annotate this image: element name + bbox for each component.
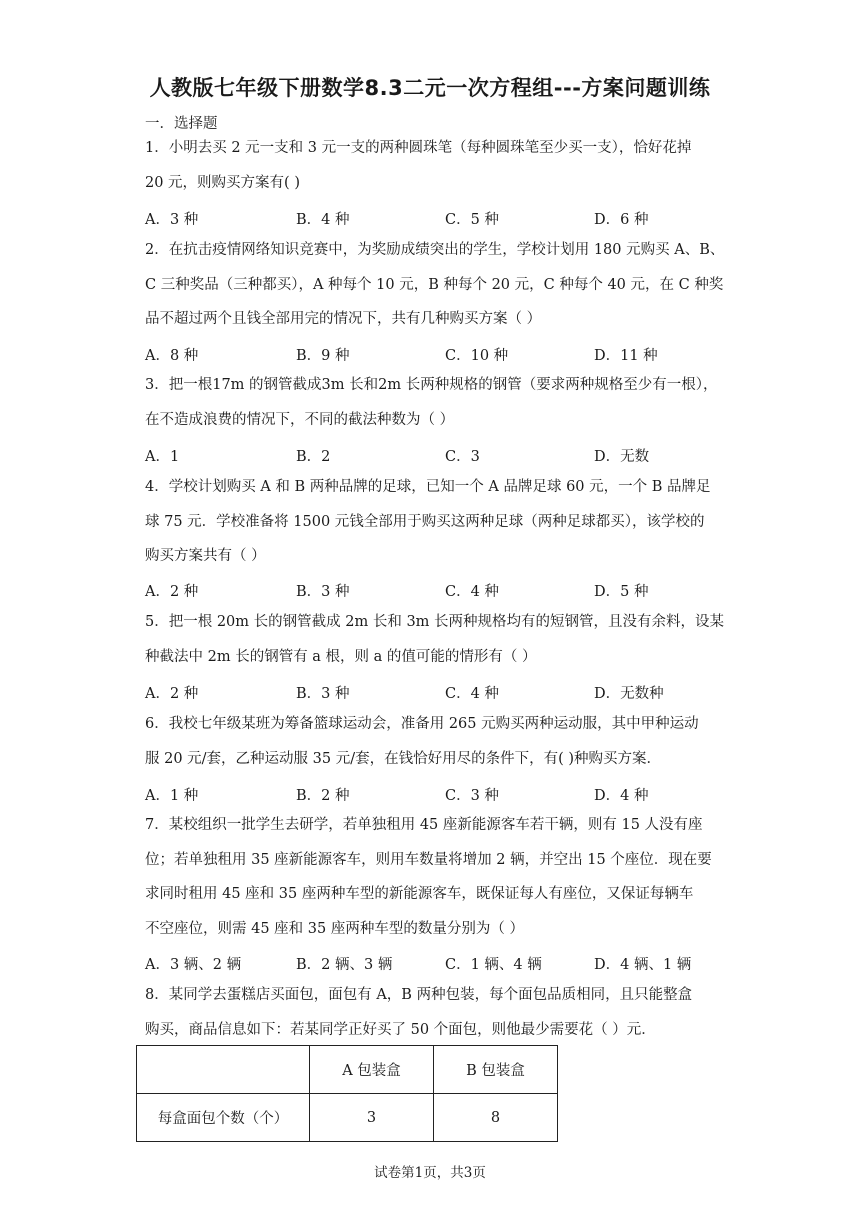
question-7 xyxy=(145,808,715,946)
table-header-cell: B 包装盒 xyxy=(434,1046,558,1094)
page-footer: 试卷第1页，共3页 xyxy=(374,1165,486,1181)
question-line: 1．小明去买 2 元一支和 3 元一支的两种圆珠笔（每种圆珠笔至少买一支），恰好花掉 xyxy=(145,140,692,156)
question-line: 不空座位，则需 45 座和 35 座两种车型的数量分别为（ ） xyxy=(145,920,524,937)
question-line: 在不造成浪费的情况下，不同的截法种数为（ ） xyxy=(145,411,455,428)
question-line: 购买，商品信息如下：若某同学正好买了 50 个面包，则他最少需要花（ ）元． xyxy=(145,1021,656,1038)
question-line: 5．把一根 20m 长的钢管截成 2m 长和 3m 长两种规格均有的短钢管，且没有余料，设某 xyxy=(145,614,725,630)
question-line: 购买方案共有（ ） xyxy=(145,548,266,564)
question-line: 8．某同学去蛋糕店买面包，面包有 A，B 两种包装，每个面包品质相同，且只能整盒 xyxy=(145,987,693,1003)
option-c: C．4 种 xyxy=(445,686,499,702)
option-d: D．无数种 xyxy=(594,686,664,702)
option-b: B．9 种 xyxy=(296,348,350,364)
option-a: A．1 xyxy=(145,449,180,465)
question-line: 4．学校计划购买 A 和 B 两种品牌的足球，已知一个 A 品牌足球 60 元，一个 B 品牌足 xyxy=(145,479,711,495)
option-b: B．2 种 xyxy=(296,788,350,804)
question-6-options xyxy=(145,784,715,804)
option-d: D．4 种 xyxy=(594,788,649,804)
question-1 xyxy=(145,131,715,200)
question-5-options xyxy=(145,682,715,702)
question-line: 种截法中 2m 长的钢管有 a 根，则 a 的值可能的情形有（ ） xyxy=(145,648,537,665)
question-line: 6．我校七年级某班为筹备篮球运动会，准备用 265 元购买两种运动服，其中甲种运动 xyxy=(145,716,699,732)
question-8 xyxy=(145,978,715,1047)
question-line: 服 20 元/套，乙种运动服 35 元/套，在钱恰好用尽的条件下，有( )种购买方案． xyxy=(145,750,662,767)
option-b: B．4 种 xyxy=(296,212,350,228)
option-a: A．8 种 xyxy=(145,348,199,364)
option-b: B．2 辆、3 辆 xyxy=(296,957,393,973)
option-d: D．11 种 xyxy=(594,348,658,364)
question-2-options xyxy=(145,344,715,364)
option-d: D．4 辆、1 辆 xyxy=(594,957,692,973)
question-3-options xyxy=(145,445,715,465)
question-line: 品不超过两个且钱全部用完的情况下，共有几种购买方案（ ） xyxy=(145,311,542,327)
question-line: 20 元，则购买方案有( ) xyxy=(145,174,300,191)
section-heading: 一．选择题 xyxy=(145,116,218,132)
question-5 xyxy=(145,605,725,674)
option-a: A．3 辆、2 辆 xyxy=(145,957,242,973)
option-a: A．1 种 xyxy=(145,788,199,804)
question-line: C 三种奖品（三种都买），A 种每个 10 元，B 种每个 20 元，C 种每个 40 元，在 C 种奖 xyxy=(145,276,724,293)
option-c: C．4 种 xyxy=(445,584,499,600)
product-info-table xyxy=(136,1045,558,1142)
option-c: C．3 xyxy=(445,449,480,465)
question-line: 2．在抗击疫情网络知识竞赛中，为奖励成绩突出的学生，学校计划用 180 元购买 A、B、 xyxy=(145,242,725,258)
question-line: 7．某校组织一批学生去研学，若单独租用 45 座新能源客车若干辆，则有 15 人没有座 xyxy=(145,817,703,833)
option-c: C．10 种 xyxy=(445,348,509,364)
option-d: D．6 种 xyxy=(594,212,649,228)
table-header-cell xyxy=(137,1046,310,1094)
question-3 xyxy=(145,368,718,437)
option-c: C．1 辆、4 辆 xyxy=(445,957,542,973)
table-header-row xyxy=(137,1046,558,1094)
question-line: 球 75 元．学校准备将 1500 元钱全部用于购买这两种足球（两种足球都买），该学校的 xyxy=(145,513,705,530)
option-b: B．2 xyxy=(296,449,331,465)
question-line: 求同时租用 45 座和 35 座两种车型的新能源客车，既保证每人有座位，又保证每辆车 xyxy=(145,886,694,902)
table-cell: 8 xyxy=(434,1094,558,1142)
question-1-options xyxy=(145,208,715,228)
option-b: B．3 种 xyxy=(296,584,350,600)
question-line: 3．把一根17m 的钢管截成3m 长和2m 长两种规格的钢管（要求两种规格至少有一根）， xyxy=(145,377,718,393)
question-6 xyxy=(145,707,715,776)
question-4-options xyxy=(145,580,715,600)
question-line: 位；若单独租用 35 座新能源客车，则用车数量将增加 2 辆，并空出 15 个座位．现在要 xyxy=(145,851,712,868)
option-d: D．5 种 xyxy=(594,584,649,600)
option-d: D．无数 xyxy=(594,449,650,465)
page-title: 人教版七年级下册数学8.3二元一次方程组---方案问题训练 xyxy=(149,76,711,100)
question-4 xyxy=(145,470,715,574)
table-row xyxy=(137,1094,558,1142)
option-c: C．3 种 xyxy=(445,788,499,804)
option-a: A．2 种 xyxy=(145,686,199,702)
table-cell: 每盒面包个数（个） xyxy=(137,1094,310,1142)
table-header-cell: A 包装盒 xyxy=(310,1046,434,1094)
option-b: B．3 种 xyxy=(296,686,350,702)
question-2 xyxy=(145,233,725,337)
option-c: C．5 种 xyxy=(445,212,499,228)
table-cell: 3 xyxy=(310,1094,434,1142)
option-a: A．3 种 xyxy=(145,212,199,228)
question-7-options xyxy=(145,953,715,973)
option-a: A．2 种 xyxy=(145,584,199,600)
